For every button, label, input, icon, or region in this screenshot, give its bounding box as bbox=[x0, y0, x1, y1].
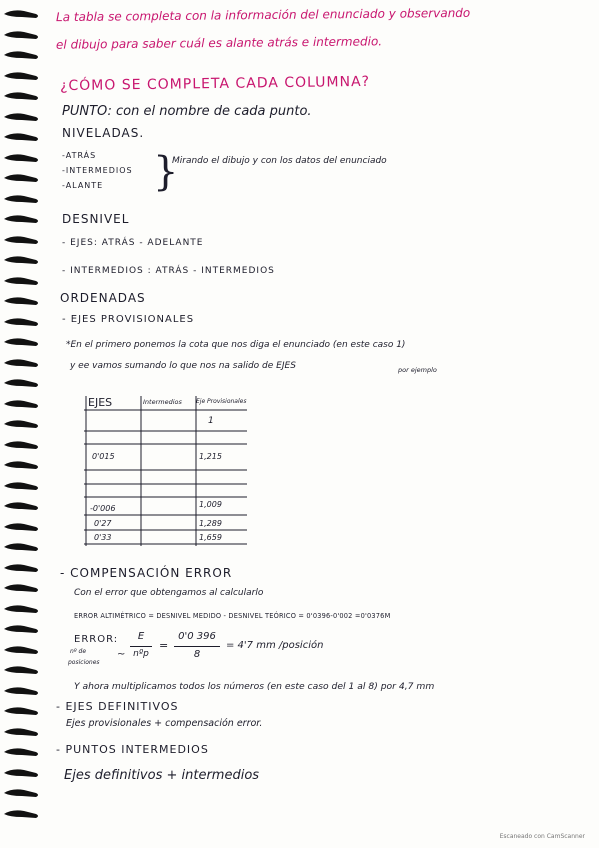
spiral-ring bbox=[2, 455, 42, 466]
spiral-ring bbox=[2, 763, 42, 774]
spiral-ring bbox=[2, 394, 42, 405]
fraction-1-denominator: nºp bbox=[133, 649, 149, 659]
table-header-eje-provisional: Eje Provisionales bbox=[196, 398, 247, 405]
spiral-ring bbox=[2, 660, 42, 671]
error-nde-label: nº de bbox=[70, 648, 87, 655]
spiral-ring bbox=[2, 414, 42, 425]
ordenadas-line-2: y ee vamos sumando lo que nos na salido de EJES bbox=[70, 361, 296, 371]
table-cell: 1,215 bbox=[199, 452, 222, 461]
spiral-ring bbox=[2, 558, 42, 569]
ordenadas-line-2b: por ejemplo bbox=[398, 366, 437, 374]
spiral-ring bbox=[2, 496, 42, 507]
niveladas-note: Mirando el dibujo y con los datos del enunciado bbox=[172, 156, 387, 166]
spiral-ring bbox=[2, 312, 42, 323]
spiral-ring bbox=[2, 271, 42, 282]
ejes-table bbox=[82, 394, 252, 554]
spiral-ring bbox=[2, 804, 42, 815]
spiral-ring bbox=[2, 86, 42, 97]
spiral-ring bbox=[2, 722, 42, 733]
table-cell: -0'006 bbox=[90, 504, 116, 513]
table-cell: 0'27 bbox=[94, 519, 112, 528]
error-label: ERROR: bbox=[74, 634, 119, 645]
spiral-ring bbox=[2, 25, 42, 36]
table-grid bbox=[82, 394, 252, 554]
ejes-provisionales-title: - EJES PROVISIONALES bbox=[62, 314, 195, 325]
table-header-intermedios: Intermedios bbox=[143, 398, 182, 406]
error-result: = 4'7 mm /posición bbox=[226, 640, 324, 651]
fraction-value bbox=[174, 631, 220, 667]
ordenadas-line-1: *En el primero ponemos la cota que nos diga el enunciado (en este caso 1) bbox=[66, 340, 406, 350]
desnivel-title: DESNIVEL bbox=[62, 212, 130, 226]
spiral-ring bbox=[2, 681, 42, 692]
curly-brace: } bbox=[153, 149, 179, 195]
table-cell: 1 bbox=[208, 416, 214, 426]
section-heading: ¿CÓMO SE COMPLETA CADA COLUMNA? bbox=[59, 73, 371, 95]
spiral-ring bbox=[2, 45, 42, 56]
spiral-ring bbox=[2, 107, 42, 118]
compensacion-line-1: Con el error que obtengamos al calcularlo bbox=[74, 588, 264, 598]
puntos-intermedios-title: - PUNTOS INTERMEDIOS bbox=[56, 743, 209, 756]
compensacion-line-4: Y ahora multiplicamos todos los números (en este caso del 1 al 8) por 4,7 mm bbox=[74, 681, 435, 692]
scanner-watermark: Escaneado con CamScanner bbox=[499, 833, 585, 840]
spiral-ring bbox=[2, 291, 42, 302]
spiral-ring bbox=[2, 537, 42, 548]
spiral-ring bbox=[2, 640, 42, 651]
spiral-binding bbox=[0, 4, 48, 830]
spiral-ring bbox=[2, 250, 42, 261]
table-cell: 1,289 bbox=[199, 519, 222, 528]
fraction-error bbox=[130, 631, 152, 665]
desnivel-intermedios: - INTERMEDIOS : ATRÁS - INTERMEDIOS bbox=[62, 266, 275, 276]
spiral-ring bbox=[2, 332, 42, 343]
tilde-symbol: ~ bbox=[117, 649, 126, 660]
fraction-2-bar bbox=[174, 646, 220, 647]
spiral-ring bbox=[2, 189, 42, 200]
equals-sign: = bbox=[159, 639, 169, 652]
spiral-ring bbox=[2, 578, 42, 589]
puntos-intermedios-line: Ejes definitivos + intermedios bbox=[64, 768, 260, 783]
spiral-ring bbox=[2, 168, 42, 179]
table-cell: 1,009 bbox=[199, 500, 222, 509]
spiral-ring bbox=[2, 476, 42, 487]
fraction-1-bar bbox=[130, 646, 152, 647]
ordenadas-title: ORDENADAS bbox=[60, 291, 146, 305]
spiral-ring bbox=[2, 619, 42, 630]
spiral-ring bbox=[2, 517, 42, 528]
error-altimetrico-line: ERROR ALTIMÉTRICO = DESNIVEL MEDIDO - DESNIVEL TEÓRICO = 0'0396-0'002 =0'0376M bbox=[74, 612, 391, 620]
spiral-ring bbox=[2, 783, 42, 794]
table-cell: 1,659 bbox=[199, 533, 222, 542]
error-posiciones-label: posiciones bbox=[68, 659, 100, 666]
table-cell: 0'33 bbox=[94, 533, 112, 542]
ejes-definitivos-line: Ejes provisionales + compensación error. bbox=[66, 718, 263, 729]
intro-line-1: La tabla se completa con la información del enunciado y observando bbox=[55, 5, 471, 25]
spiral-ring bbox=[2, 435, 42, 446]
spiral-ring bbox=[2, 599, 42, 610]
compensacion-title: - COMPENSACIÓN ERROR bbox=[60, 566, 233, 580]
niveladas-title: NIVELADAS. bbox=[62, 126, 145, 140]
spiral-ring bbox=[2, 4, 42, 15]
table-cell: 0'015 bbox=[92, 452, 115, 461]
spiral-ring bbox=[2, 209, 42, 220]
spiral-ring bbox=[2, 353, 42, 364]
desnivel-ejes: - EJES: ATRÁS - ADELANTE bbox=[62, 238, 204, 248]
intro-line-2: el dibujo para saber cuál es alante atrás e intermedio. bbox=[55, 34, 383, 52]
spiral-ring bbox=[2, 701, 42, 712]
niveladas-item-alante: -ALANTE bbox=[62, 181, 104, 190]
punto-line: PUNTO: con el nombre de cada punto. bbox=[62, 104, 312, 119]
spiral-ring bbox=[2, 66, 42, 77]
spiral-ring bbox=[2, 148, 42, 159]
spiral-ring bbox=[2, 373, 42, 384]
fraction-2-denominator: 8 bbox=[193, 649, 201, 660]
spiral-ring bbox=[2, 127, 42, 138]
spiral-ring bbox=[2, 230, 42, 241]
fraction-2-numerator: 0'0 396 bbox=[178, 631, 216, 642]
niveladas-item-atras: -ATRÁS bbox=[62, 151, 97, 160]
niveladas-item-intermedios: -INTERMEDIOS bbox=[62, 166, 133, 175]
spiral-ring bbox=[2, 742, 42, 753]
table-header-ejes: EJES bbox=[88, 396, 113, 409]
fraction-1-numerator: E bbox=[137, 631, 145, 642]
ejes-definitivos-title: - EJES DEFINITIVOS bbox=[56, 700, 179, 713]
